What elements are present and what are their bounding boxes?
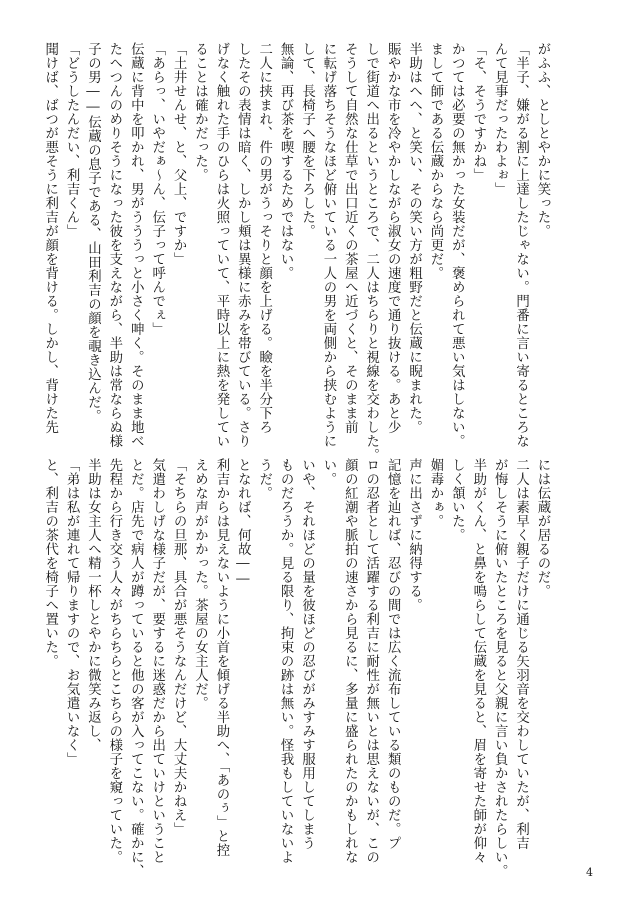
text-line: 「どうしたんだい、利吉くん」 — [64, 42, 80, 238]
text-line: たへつんのめりそうになった彼を支えながら、半助は常ならぬ様 — [106, 42, 122, 448]
text-line: そうして自然な仕草で出口近くの茶屋へ近づくと、そのまま前 — [342, 42, 358, 434]
text-line: いや、それほどの量を彼ほどの忍びがみすみす服用してしまう — [299, 458, 315, 850]
text-line: 無論、再び茶を喫するためではない。 — [278, 42, 294, 280]
text-line: しで街道へ出るというところで、二人はちらりと視線を交わした。 — [363, 42, 379, 462]
text-line: に転げ落ちそうなほど俯いている一人の男を両側から挟むように — [320, 42, 336, 448]
text-line: には伝蔵が居るのだ。 — [535, 458, 550, 598]
text-line: 子の男――伝蔵の息子である、山田利吉の顔を覗き込んだ。 — [85, 42, 101, 424]
text-line: 「そちらの旦那、具合が悪そうなんだけど、大丈夫かねえ」 — [171, 458, 187, 836]
text-line: 賑やかな市を冷やかしながら淑女の速度で通り抜ける。あと少 — [385, 42, 401, 434]
text-line: 顔の紅潮や脈拍の速さから見るに、多量に盛られたのかもしれな — [342, 458, 358, 864]
text-line: ものだろうか。見る限り、拘束の跡は無い。怪我もしていないよ — [278, 458, 294, 864]
text-line: 「そ、そうですかね」 — [470, 42, 486, 182]
text-line: がふふ、としとやかに笑った。 — [535, 42, 550, 238]
text-line: い。 — [320, 458, 336, 486]
text-line: となれば、何故―― — [235, 458, 251, 588]
text-line: しく頷いた。 — [449, 458, 465, 542]
text-line: 半助は女主人へ精一杯しとやかに微笑み返し、 — [85, 458, 101, 752]
text-line: かつては必要の無かった女装だが、褒められて悪い気はしない。 — [449, 42, 465, 448]
text-line: 「あらっ、いやだぁ〜ん、伝子って呼んでぇ」 — [149, 42, 165, 336]
text-line: げなく触れた手のひらは火照っていて、平時以上に熱を発してい — [213, 42, 229, 448]
text-line: えめな声がかかった。茶屋の女主人だ。 — [192, 458, 208, 710]
upper-text-block — [42, 42, 553, 462]
text-line: とだ。店先で病人が蹲っていると他の客が入ってこない。確かに、 — [128, 458, 144, 878]
text-line: 半助がくん、と鼻を鳴らして伝蔵を見ると、眉を寄せた師が仰々 — [470, 458, 486, 864]
text-line: 「半子、嫌がる割に上達したじゃない。門番に言い寄るところな — [513, 42, 529, 448]
text-line: 伝蔵に背中を叩かれ、男がうううっと小さく呻く。そのまま地べ — [128, 42, 144, 448]
text-line: まして師である伝蔵からなら尚更だ。 — [427, 42, 443, 280]
text-line: 利吉からは見えないように小首を傾げる半助へ、「あのぅ」と控 — [213, 458, 229, 858]
text-line: んて見事だったわよぉ」 — [492, 42, 508, 196]
text-line: 声に出さずに納得する。 — [406, 458, 422, 612]
text-line: 二人に挟まれ、件の男がうっそりと顔を上げる。瞼を半分下ろ — [256, 42, 272, 434]
text-line: 記憶を辿れば、忍びの間では広く流布している類のものだ。プ — [385, 458, 401, 850]
text-line: ることは確かだった。 — [192, 42, 208, 182]
text-line: うだ。 — [256, 458, 272, 500]
text-line: 「土井せんせ、と、父上、ですか」 — [171, 42, 187, 266]
text-line: ロの忍者として活躍する利吉に耐性が無いとは思えないが、この — [363, 458, 379, 864]
text-line: が悔しそうに俯いたところを見ると父親に言い負かされたらしい。 — [492, 458, 508, 878]
lower-text-block — [42, 458, 553, 878]
text-line: 「弟は私が連れて帰りますので、お気遣いなく」 — [64, 458, 80, 766]
page-number: 4 — [586, 866, 593, 879]
text-line: 半助はへへ、と笑い、その笑い方が粗野だと伝蔵に睨まれた。 — [406, 42, 422, 434]
text-line: 聞けば、ばつが悪そうに利吉が顔を背ける。しかし、背けた先 — [42, 42, 58, 434]
text-line: と、利吉の茶代を椅子へ置いた。 — [42, 458, 58, 668]
text-line: 媚毒かぁ。 — [427, 458, 443, 528]
text-line: して、長椅子へ腰を下ろした。 — [299, 42, 315, 238]
text-line: 気遣わしげな様子だが、要するに迷惑だから出ていけということ — [149, 458, 165, 864]
text-line: 先程から行き交う人々がちらちらとこちらの様子を窺っていた。 — [106, 458, 122, 864]
text-line: 二人は素早く親子だけに通じる矢羽音を交わしていたが、利吉 — [513, 458, 529, 850]
text-line: したその表情は暗く、しかし頬は異様に赤みを帯びている。さり — [235, 42, 251, 448]
